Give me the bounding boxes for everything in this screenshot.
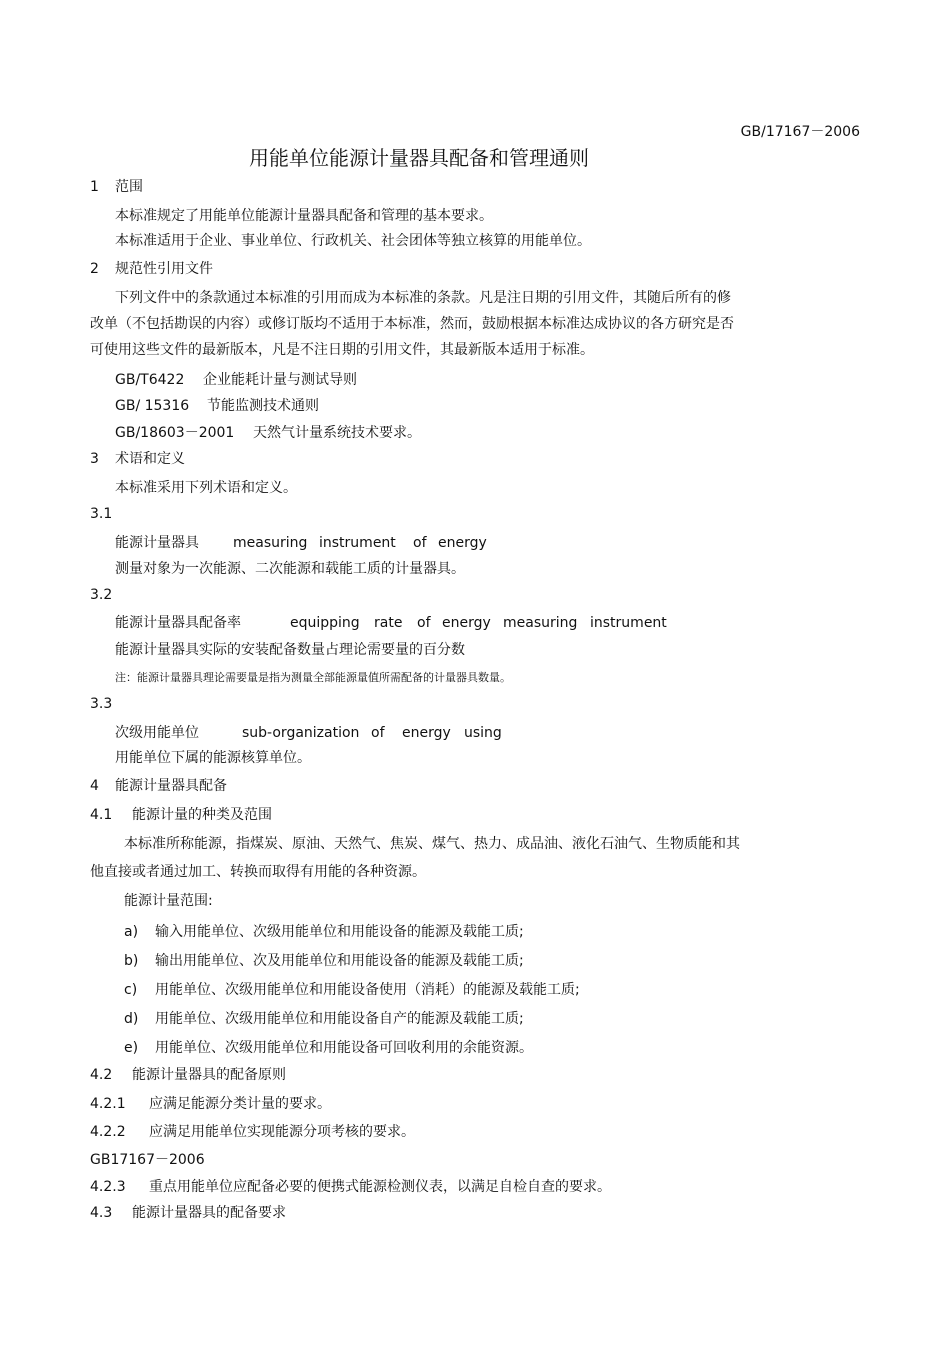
page-standard-code: GB17167－2006 (90, 1152, 205, 1168)
section-4-1-heading: 4.1 能源计量的种类及范围 (90, 807, 272, 823)
clause-4-2-2: 4.2.2 应满足用能单位实现能源分项考核的要求。 (90, 1124, 415, 1140)
section-4-1-para-line-1: 本标准所称能源，指煤炭、原油、天然气、焦炭、煤气、热力、成品油、液化石油气、生物质能和其 (124, 836, 740, 852)
section-2-heading: 2 规范性引用文件 (90, 261, 213, 277)
section-3-intro: 本标准采用下列术语和定义。 (115, 480, 297, 496)
section-2-para-line-2: 改单（不包括勘误的内容）或修订版均不适用于本标准，然而，鼓励根据本标准达成协议的各方研究是否 (90, 316, 734, 332)
term-3-1-definition: 测量对象为一次能源、二次能源和载能工质的计量器具。 (115, 561, 465, 577)
section-1-heading: 1 范围 (90, 179, 143, 195)
reference-item: GB/ 15316 节能监测技术通则 (115, 398, 319, 414)
section-4-heading: 4 能源计量器具配备 (90, 778, 227, 794)
section-1-para-1: 本标准规定了用能单位能源计量器具配备和管理的基本要求。 (115, 208, 493, 224)
section-4-2-heading: 4.2 能源计量器具的配备原则 (90, 1067, 286, 1083)
reference-item: GB/T6422 企业能耗计量与测试导则 (115, 372, 357, 388)
section-4-3-heading: 4.3 能源计量器具的配备要求 (90, 1205, 286, 1221)
standard-number: GB/17167－2006 (740, 124, 860, 140)
term-3-2-number: 3.2 (90, 587, 113, 603)
section-2-para-line-3: 可使用这些文件的最新版本，凡是不注日期的引用文件，其最新版本适用于标准。 (90, 342, 594, 358)
list-item: b) 输出用能单位、次及用能单位和用能设备的能源及载能工质; (124, 953, 524, 969)
section-4-1-para-line-2: 他直接或者通过加工、转换而取得有用能的各种资源。 (90, 864, 426, 880)
term-3-1-number: 3.1 (90, 506, 113, 522)
list-item: d) 用能单位、次级用能单位和用能设备自产的能源及载能工质; (124, 1011, 524, 1027)
energy-range-label: 能源计量范围: (124, 893, 213, 909)
term-3-3-definition: 用能单位下属的能源核算单位。 (115, 750, 311, 766)
clause-4-2-3: 4.2.3 重点用能单位应配备必要的便携式能源检测仪表，以满足自检自查的要求。 (90, 1179, 611, 1195)
reference-item: GB/18603－2001 天然气计量系统技术要求。 (115, 425, 421, 441)
list-item: c) 用能单位、次级用能单位和用能设备使用（消耗）的能源及载能工质; (124, 982, 580, 998)
section-2-para-line-1: 下列文件中的条款通过本标准的引用而成为本标准的条款。凡是注日期的引用文件，其随后所有的修 (115, 290, 731, 306)
term-3-3-number: 3.3 (90, 696, 113, 712)
term-3-3-name: 次级用能单位 sub-organization of energy using (115, 725, 502, 741)
section-3-heading: 3 术语和定义 (90, 451, 185, 467)
section-1-para-2: 本标准适用于企业、事业单位、行政机关、社会团体等独立核算的用能单位。 (115, 233, 591, 249)
list-item: e) 用能单位、次级用能单位和用能设备可回收利用的余能资源。 (124, 1040, 533, 1056)
clause-4-2-1: 4.2.1 应满足能源分类计量的要求。 (90, 1096, 331, 1112)
document-title: 用能单位能源计量器具配备和管理通则 (249, 146, 589, 170)
term-3-1-name: 能源计量器具 measuring instrument of energy (115, 535, 487, 551)
list-item: a) 输入用能单位、次级用能单位和用能设备的能源及载能工质; (124, 924, 524, 940)
term-3-2-definition: 能源计量器具实际的安装配备数量占理论需要量的百分数 (115, 642, 465, 658)
term-3-2-note: 注：能源计量器具理论需要量是指为测量全部能源量值所需配备的计量器具数量。 (115, 671, 511, 684)
term-3-2-name: 能源计量器具配备率 equipping rate of energy measuring instrument (115, 615, 667, 631)
